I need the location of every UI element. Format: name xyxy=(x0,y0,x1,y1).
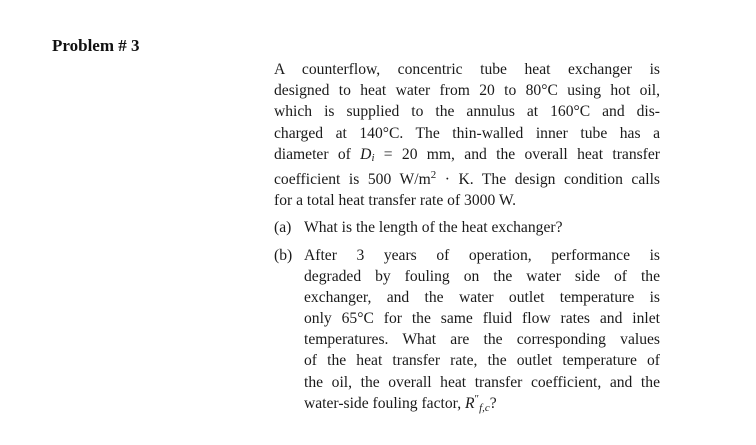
fouling-factor-line xyxy=(304,393,660,414)
fouling-superscript: ″ xyxy=(474,392,480,405)
fouling-symbol: R xyxy=(465,394,475,412)
part-b-line: only 65°C for the same fluid flow rates and inlet xyxy=(304,310,660,328)
diameter-subscript: i xyxy=(371,152,375,165)
part-b xyxy=(274,245,660,415)
part-b-line: exchanger, and the water outlet temperature is xyxy=(304,288,660,306)
diameter-text-after: = 20 mm, and the overall heat transfer xyxy=(374,145,660,163)
coefficient-line xyxy=(274,169,660,190)
part-a xyxy=(274,217,660,238)
intro-line: charged at 140°C. The thin-walled inner tube has a xyxy=(274,124,660,142)
coefficient-text-before: coefficient is 500 W/m xyxy=(274,170,431,188)
intro-line: designed to heat water from 20 to 80°C using hot oil, xyxy=(274,82,660,100)
part-b-line: of the heat transfer rate, the outlet temperature of xyxy=(304,352,660,370)
fouling-subscript: f,c xyxy=(479,401,490,414)
part-b-line: After 3 years of operation, performance is xyxy=(304,246,660,264)
part-a-text: What is the length of the heat exchanger? xyxy=(304,219,563,237)
part-b-line: temperatures. What are the corresponding values xyxy=(304,331,660,349)
diameter-symbol: D xyxy=(360,145,372,163)
coefficient-superscript: 2 xyxy=(430,168,437,181)
fouling-text-before: water-side fouling factor, xyxy=(304,394,466,412)
part-b-line: degraded by fouling on the water side of the xyxy=(304,267,660,285)
problem-title: Problem # 3 xyxy=(52,36,140,55)
intro-line: A counterflow, concentric tube heat exchanger is xyxy=(274,61,660,78)
part-b-label: (b) xyxy=(274,246,293,264)
coefficient-text-after: · K. The design condition calls xyxy=(436,170,661,188)
intro-final-line: for a total heat transfer rate of 3000 W. xyxy=(274,192,517,210)
part-a-label: (a) xyxy=(274,219,292,237)
intro-line: which is supplied to the annulus at 160°C and dis- xyxy=(274,103,660,121)
problem-statement xyxy=(274,59,660,414)
diameter-line xyxy=(274,144,660,165)
fouling-text-after: ? xyxy=(489,394,497,412)
diameter-text-before: diameter of xyxy=(274,145,361,163)
part-b-line: the oil, the overall heat transfer coefficient, and the xyxy=(304,373,660,391)
